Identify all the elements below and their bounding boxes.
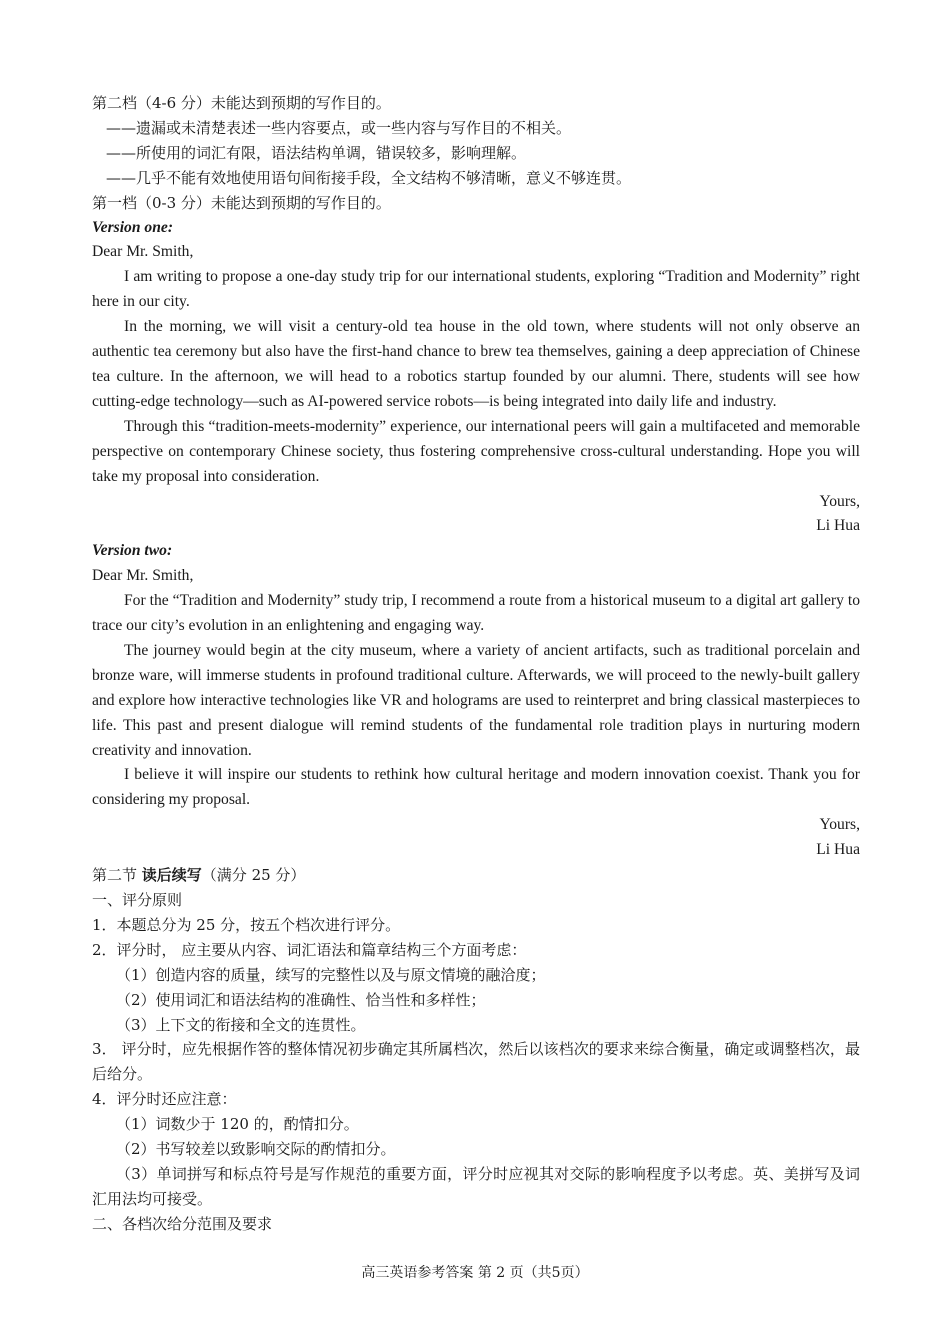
version-one-label: Version one: <box>92 218 174 236</box>
section2-prefix: 第二节 <box>92 866 142 885</box>
version-one-greeting: Dear Mr. Smith, <box>92 243 194 261</box>
version-one-signature: Li Hua <box>816 517 860 535</box>
version-one-paragraph: Through this “tradition-meets-modernity” experience, our international peers will gain a multifaceted and memorable perspective on contemporary Chinese society, thus fostering comprehensive cross-cultural understanding. Hope you will take my proposal into consideration. <box>92 417 860 485</box>
version-one-paragraph: I am writing to propose a one-day study trip for our international students, exploring “Tradition and Modernity” right here in our city. <box>92 268 860 311</box>
principles-title: 一、评分原则 <box>92 891 183 909</box>
rule-item: 3． 评分时，应先根据作答的整体情况初步确定其所属档次，然后以该档次的要求来综合衡量，确定或调整档次，最后给分。 <box>92 1040 860 1084</box>
version-two-label: Version two: <box>92 542 173 560</box>
rule-subitem: （1）创造内容的质量，续写的完整性以及与原文情境的融洽度； <box>116 965 546 984</box>
version-one-paragraph: In the morning, we will visit a century-old tea house in the old town, where students will not only observe an authentic tea ceremony but also have the first-hand chance to brew tea themselves, gaining a deep appreciation of Chinese tea culture. In the afternoon, we will head to a robotics startup founded by our alumni. There, students will see how cutting-edge technology—such as AI-powered service robots—is being integrated into daily life and industry. <box>92 318 860 410</box>
tiers-title: 二、各档次给分范围及要求 <box>92 1214 273 1233</box>
tier2-item: ——几乎不能有效地使用语句间衔接手段，全文结构不够清晰，意义不够连贯。 <box>106 168 632 187</box>
version-two-paragraph: I believe it will inspire our students to rethink how cultural heritage and modern innovation coexist. Thank you for considering my proposal. <box>92 766 860 809</box>
tier2-heading: 第二档（4-6 分）未能达到预期的写作目的。 <box>92 94 391 112</box>
rule-item: 1．本题总分为 25 分，按五个档次进行评分。 <box>92 915 401 934</box>
tier2-item: ——所使用的词汇有限，语法结构单调，错误较多，影响理解。 <box>106 143 527 162</box>
tier1-heading: 第一档（0-3 分）未能达到预期的写作目的。 <box>92 193 391 212</box>
rule-subitem: （2）使用词汇和语法结构的准确性、恰当性和多样性； <box>116 990 486 1009</box>
rule-subitem-text: （3）单词拼写和标点符号是写作规范的重要方面，评分时应视其对交际的影响程度予以考虑。英、美拼写及词汇用法均可接受。 <box>92 1164 860 1208</box>
version-two-closing: Yours, <box>819 816 860 834</box>
rule-subitem: （3）上下文的衔接和全文的连贯性。 <box>116 1015 366 1034</box>
rule-subitem: （2）书写较差以致影响交际的酌情扣分。 <box>116 1140 396 1159</box>
rule-item: 4．评分时还应注意： <box>92 1090 237 1109</box>
page-footer: 高三英语参考答案 第 2 页（共5页） <box>361 1265 589 1281</box>
version-two-greeting: Dear Mr. Smith, <box>92 567 194 585</box>
section2-title: 读后续写 <box>141 866 202 885</box>
tier2-item: ——遗漏或未清楚表述一些内容要点，或一些内容与写作目的不相关。 <box>106 118 572 137</box>
section2-heading <box>92 863 860 888</box>
rule-subitem <box>92 1162 860 1212</box>
version-two-paragraph: For the “Tradition and Modernity” study trip, I recommend a route from a historical museum to a digital art gallery to trace our city’s evolution in an enlightening and engaging way. <box>92 592 860 635</box>
section2-suffix: （满分 25 分） <box>201 866 306 885</box>
document-page <box>92 91 860 1237</box>
version-two-paragraph: The journey would begin at the city museum, where a variety of ancient artifacts, such as traditional porcelain and bronze ware, will immerse students in profound traditional culture. Afterwards, we will proceed to the newly-built gallery and explore how interactive technologies like VR and holograms are used to reinterpret and bring classical masterpieces to life. This past and present dialogue will remind students of the fundamental role tradition plays in nurturing modern creativity and innovation. <box>92 641 860 759</box>
version-one-closing: Yours, <box>819 492 860 510</box>
rule-subitem: （1）词数少于 120 的，酌情扣分。 <box>116 1115 359 1134</box>
version-two-signature: Li Hua <box>816 841 860 859</box>
rule-item: 2．评分时， 应主要从内容、词汇语法和篇章结构三个方面考虑： <box>92 940 527 959</box>
